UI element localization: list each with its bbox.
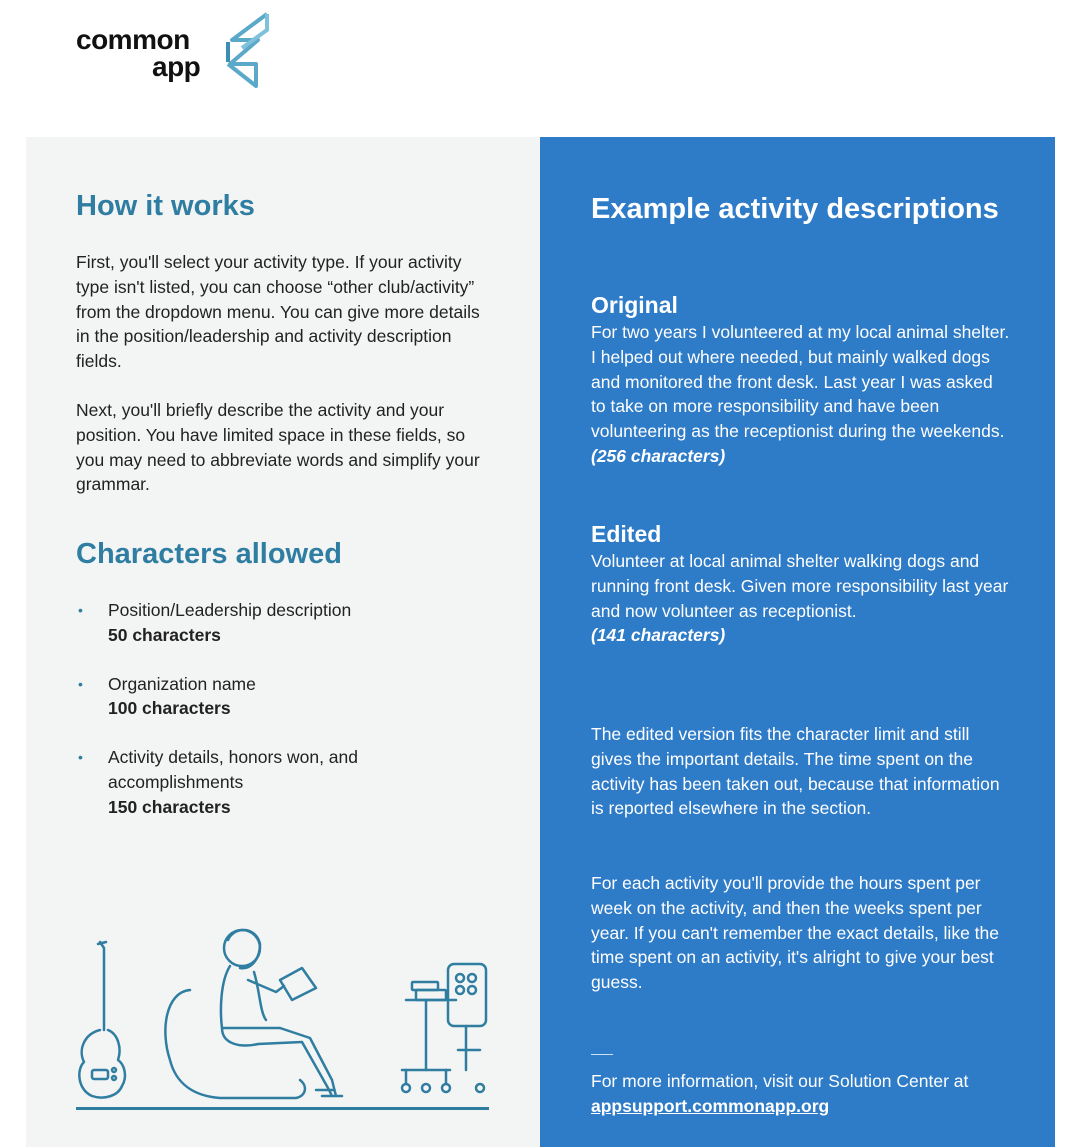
list-item-count: 50 characters (108, 624, 221, 645)
list-item-label: Position/Leadership description (108, 600, 352, 620)
solution-center-link[interactable]: appsupport.commonapp.org (591, 1095, 830, 1116)
list-item (76, 598, 516, 648)
list-item (76, 745, 438, 819)
hours-paragraph: For each activity you'll provide the hours spent per week on the activity, and then the weeks spent per year. If you can't remember the exact details, like the time spent on an activity, it's alright to give your best guess. (591, 873, 999, 993)
edited-character-count: (141 characters) (591, 625, 726, 646)
footer-text: For more information, visit our Solution Center at (591, 1071, 969, 1091)
footer-divider (591, 1054, 613, 1055)
bullet-icon: • (78, 602, 83, 618)
bullet-icon: • (78, 675, 83, 692)
examples-heading: Example activity descriptions (591, 193, 999, 225)
desk-chair-icon (402, 964, 486, 1092)
list-item-label: Organization name (108, 673, 256, 694)
how-it-works-paragraph-1: First, you'll select your activity type. If your activity type isn't listed, you can choose “other club/activity” from the dropdown menu. You can give more details in the position/leadership and activity description fields. (76, 252, 480, 372)
logo-line-1: common (76, 24, 190, 55)
logo-line-2: app (152, 51, 201, 82)
explanation-paragraph: The edited version fits the character limit and still gives the important details. The time spent on the activity has been taken out, because that information is reported elsewhere in the section. (591, 724, 1000, 819)
edited-description: Volunteer at local animal shelter walking dogs and running front desk. Given more responsibility last year and now volunteer as receptionist. (591, 551, 1009, 621)
ground-line (76, 1107, 489, 1110)
list-item-label: Activity details, honors won, and accomplishments (108, 747, 358, 792)
characters-allowed-heading: Characters allowed (76, 538, 342, 570)
edited-text (591, 549, 1011, 648)
original-text (591, 320, 1011, 469)
how-it-works-paragraph-2: Next, you'll briefly describe the activity and your position. You have limited space in these fields, so you may need to abbreviate words and simplify your grammar. (76, 400, 480, 495)
common-app-logo (76, 12, 276, 92)
logo-wordmark (76, 26, 200, 80)
footer-info (591, 1069, 1011, 1119)
list-item-count: 150 characters (108, 796, 231, 817)
how-it-works-heading: How it works (76, 190, 255, 222)
edited-heading: Edited (591, 521, 662, 547)
guitar-icon (79, 942, 125, 1098)
list-item (76, 672, 516, 722)
student-reading-illustration (70, 920, 500, 1110)
logo-mark-icon (212, 12, 276, 92)
bullet-icon: • (78, 749, 83, 766)
list-item-count: 100 characters (108, 698, 231, 719)
original-heading: Original (591, 292, 678, 318)
original-description: For two years I volunteered at my local animal shelter. I helped out where needed, but mainly walked dogs and monitored the front desk. Last year I was asked to take on more responsibility and have been volunteering as the receptionist during the weekends. (591, 322, 1010, 442)
original-character-count: (256 characters) (591, 445, 726, 466)
person-on-beanbag-icon (165, 930, 342, 1098)
characters-list (76, 598, 516, 844)
